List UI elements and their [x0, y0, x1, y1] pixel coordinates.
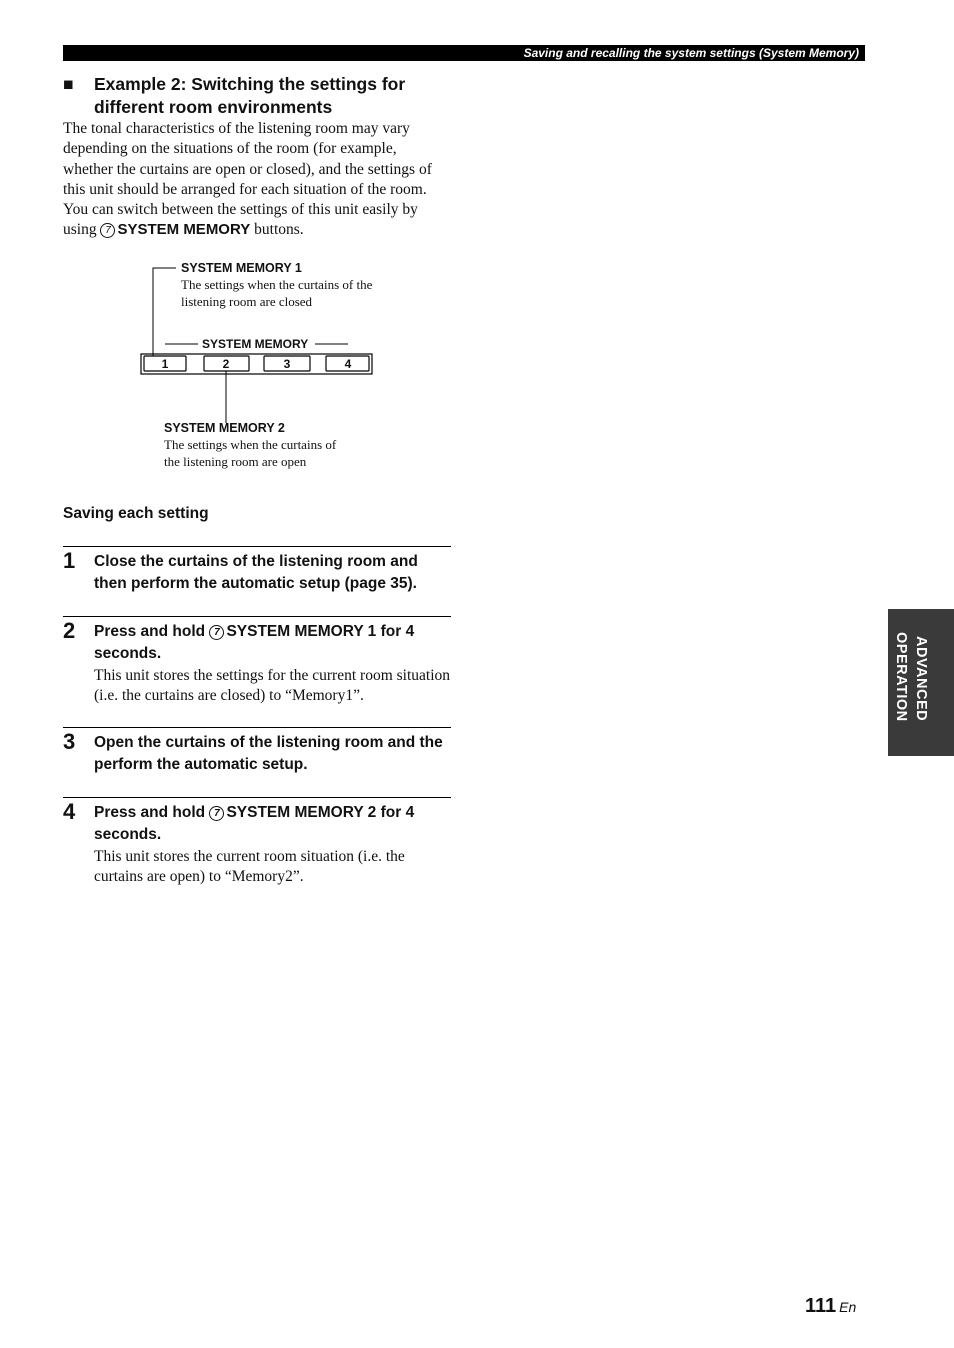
button-4-label: 4: [344, 357, 352, 371]
page-number-value: 111: [805, 1295, 837, 1317]
memory1-leader-line: [153, 268, 176, 356]
step-2-title: [94, 621, 454, 665]
heading-text: Example 2: Switching the settings for different room environments: [94, 74, 406, 117]
step-2-number: 2: [63, 618, 76, 643]
diagram-graphics: [0, 0, 954, 480]
memory1-label: SYSTEM MEMORY 1: [181, 261, 302, 275]
step-3-title: Open the curtains of the listening room and the perform the automatic setup.: [94, 734, 443, 773]
step-4-title: [94, 802, 454, 846]
step-4-number: 4: [63, 799, 76, 824]
heading-bullet: ■: [63, 74, 74, 94]
step-3-number: 3: [63, 729, 76, 754]
memory2-desc-line2: the listening room are open: [164, 453, 307, 469]
intro-key-name: SYSTEM MEMORY: [117, 221, 251, 239]
key-number-icon: 7: [209, 806, 224, 821]
intro-tail: buttons.: [254, 221, 304, 239]
page-language: En: [839, 1299, 857, 1315]
header-title: Saving and recalling the system settings (System Memory): [523, 46, 859, 60]
intro-text: The tonal characteristics of the listening room may vary depending on the situations of the room (for example, whether the curtains are open or closed), and the settings of this unit should be arranged for each situation of the room. You can switch between the settings of this unit easily by using: [63, 120, 432, 239]
step-2-title-post: for 4 seconds.: [94, 623, 415, 662]
panel-label: SYSTEM MEMORY: [202, 337, 309, 351]
side-tab: [888, 609, 954, 756]
step-4-title-pre: Press and hold: [94, 804, 206, 821]
memory1-desc-line1: The settings when the curtains of the: [181, 277, 373, 292]
button-2-label: 2: [222, 357, 230, 371]
step-1-title: Close the curtains of the listening room and then perform the automatic setup (page 35).: [94, 553, 418, 592]
step-1-number: 1: [63, 548, 76, 573]
subheading: Saving each setting: [63, 505, 209, 522]
key-number-icon: 7: [100, 223, 115, 238]
memory2-description: [164, 437, 336, 470]
memory2-desc-line1: The settings when the curtains of: [164, 437, 337, 452]
page-number: [805, 1295, 856, 1318]
memory1-desc-line2: listening room are closed: [181, 293, 313, 309]
memory2-label: SYSTEM MEMORY 2: [164, 421, 285, 435]
memory1-description: [181, 277, 372, 310]
step-4-key: SYSTEM MEMORY 2: [226, 804, 377, 821]
key-number-icon: 7: [209, 625, 224, 640]
step-2-title-pre: Press and hold: [94, 623, 206, 640]
button-1-label: 1: [161, 357, 169, 371]
side-tab-line2: OPERATION: [893, 632, 909, 722]
step-2-body: This unit stores the settings for the current room situation (i.e. the curtains are closed) to “Memory1”.: [94, 667, 451, 705]
button-3-label: 3: [283, 357, 291, 371]
step-3-rule: [63, 727, 451, 728]
step-2-rule: [63, 616, 451, 617]
side-tab-line1: ADVANCED: [913, 636, 929, 722]
step-2-key: SYSTEM MEMORY 1: [226, 623, 377, 640]
step-4-title-post: for 4 seconds.: [94, 804, 415, 843]
step-4-rule: [63, 797, 451, 798]
step-4-body: This unit stores the current room situation (i.e. the curtains are open) to “Memory2”.: [94, 848, 405, 886]
step-1-rule: [63, 546, 451, 547]
